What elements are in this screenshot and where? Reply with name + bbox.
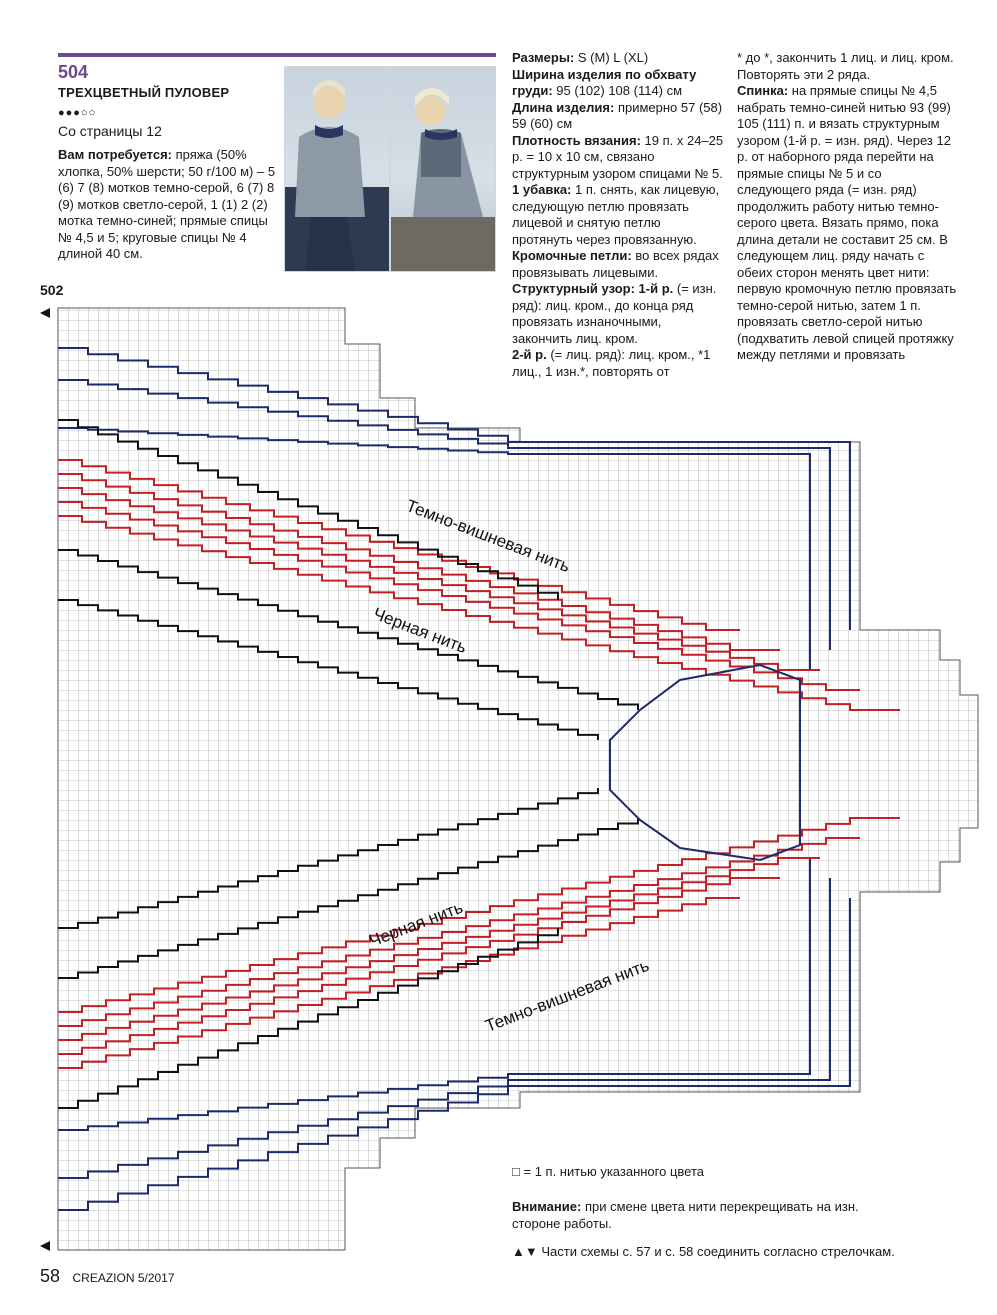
back-label: Спинка:: [737, 83, 789, 98]
from-page-note: Со страницы 12: [58, 123, 162, 139]
materials-text: пряжа (50% хлопка, 50% шерсти; 50 г/100 м) – 5 (6) 7 (8) мотков темно-серой, 6 (7) 8 (9) мотков светло-серой, 1 (1) 2 (2) мотка темно-синей; прямые спицы № 4,5 и 5; круговые спицы № 4 длиной 40 см.: [58, 147, 276, 261]
materials-label: Вам потребуется:: [58, 147, 172, 162]
length-value: примерно 57 (58) 59 (60) см: [512, 99, 723, 131]
legend-square-text: = 1 п. нитью указанного цвета: [523, 1164, 704, 1179]
legend-attention: [512, 1198, 892, 1232]
pattern-number: 504: [58, 62, 89, 82]
sizes-value: S (M) L (XL): [577, 50, 649, 65]
chart-number: 502: [40, 282, 64, 298]
accent-bar: [58, 53, 496, 57]
join-arrow-top-icon: [40, 308, 50, 318]
magazine-issue: CREAZION 5/2017: [72, 1271, 175, 1285]
attention-text: при смене цвета нити перекрещивать на изн. стороне работы.: [512, 1199, 859, 1231]
row2-label: 2-й р.: [512, 347, 547, 362]
decrease-label: 1 убавка:: [512, 182, 572, 197]
arrows-icon: ▲▼: [512, 1244, 538, 1259]
pattern-label: Структурный узор: 1-й р.: [512, 281, 674, 296]
model-photo-back: [390, 66, 496, 272]
chest-label: Ширина изделия по обхвату груди:: [512, 66, 697, 98]
label-black-top: Черная нить: [370, 603, 470, 658]
page-footer: [40, 1266, 175, 1287]
label-cherry-bottom: Темно-вишневая нить: [482, 955, 652, 1036]
decrease-text: 1 п. снять, как лицевую, следующую петлю провязать лицевой и снятую петлю протянуть через провязанную.: [512, 182, 720, 247]
difficulty-rating: ●●●○○: [58, 107, 97, 119]
pattern-title: ТРЕХЦВЕТНЫЙ ПУЛОВЕР: [58, 85, 230, 100]
chest-value: 95 (102) 108 (114) см: [556, 83, 683, 98]
knitting-chart: [0, 300, 997, 1260]
sizes-label: Размеры:: [512, 50, 575, 65]
label-cherry-top: Темно-вишневая нить: [403, 495, 573, 577]
legend-square-icon: □: [512, 1164, 520, 1179]
edge-stitch-label: Кромочные петли:: [512, 248, 632, 263]
gauge-label: Плотность вязания:: [512, 132, 641, 148]
materials-block: [58, 147, 280, 263]
legend-arrows: [512, 1244, 895, 1259]
attention-label: Внимание:: [512, 1199, 582, 1214]
legend-square: [512, 1164, 704, 1179]
back-intro: * до *, закончить 1 лиц. и лиц. кром. Повторять эти 2 ряда.: [737, 50, 954, 82]
back-text: на прямые спицы № 4,5 набрать темно-синей нитью 93 (99) 105 (111) п. и вязать структурным узором (1-й р. = изн. ряд). Через 12 р. от наборного ряда перейти на прямые спицы № 5 и со следующего ряда (= изн. ряд) продолжить работу нитью темно-серого цвета. Вязать прямо, пока длина детали не составит 25 см. В следующем лиц. ряду начать с обеих сторон менять цвет нити: первую кромочную петлю провязать темно-серой нитью, затем 1 п. провязать светло-серой нитью (подхватить левой спицей протяжку между петлями и провязать: [737, 83, 957, 362]
edge-stitch-text: во всех рядах провязывать лицевыми.: [512, 248, 719, 280]
page-number: 58: [40, 1266, 61, 1286]
model-photo-front: [284, 66, 390, 272]
pattern-text: (= изн. ряд): лиц. кром., до конца ряд провязать изнаночными, закончить лиц. кром.: [512, 281, 717, 346]
row2-text: (= лиц. ряд): лиц. кром., *1 лиц., 1 изн.*, повторять от: [512, 347, 711, 379]
arrows-text: Части схемы с. 57 и с. 58 соединить согласно стрелочкам.: [541, 1244, 895, 1259]
length-label: Длина изделия:: [512, 99, 615, 115]
gauge-value: 19 п. х 24–25 р. = 10 х 10 см, связано структурным узором спицами № 5.: [512, 132, 724, 181]
join-arrow-bottom-icon: [40, 1241, 50, 1251]
label-black-bottom: Черная нить: [366, 897, 466, 951]
